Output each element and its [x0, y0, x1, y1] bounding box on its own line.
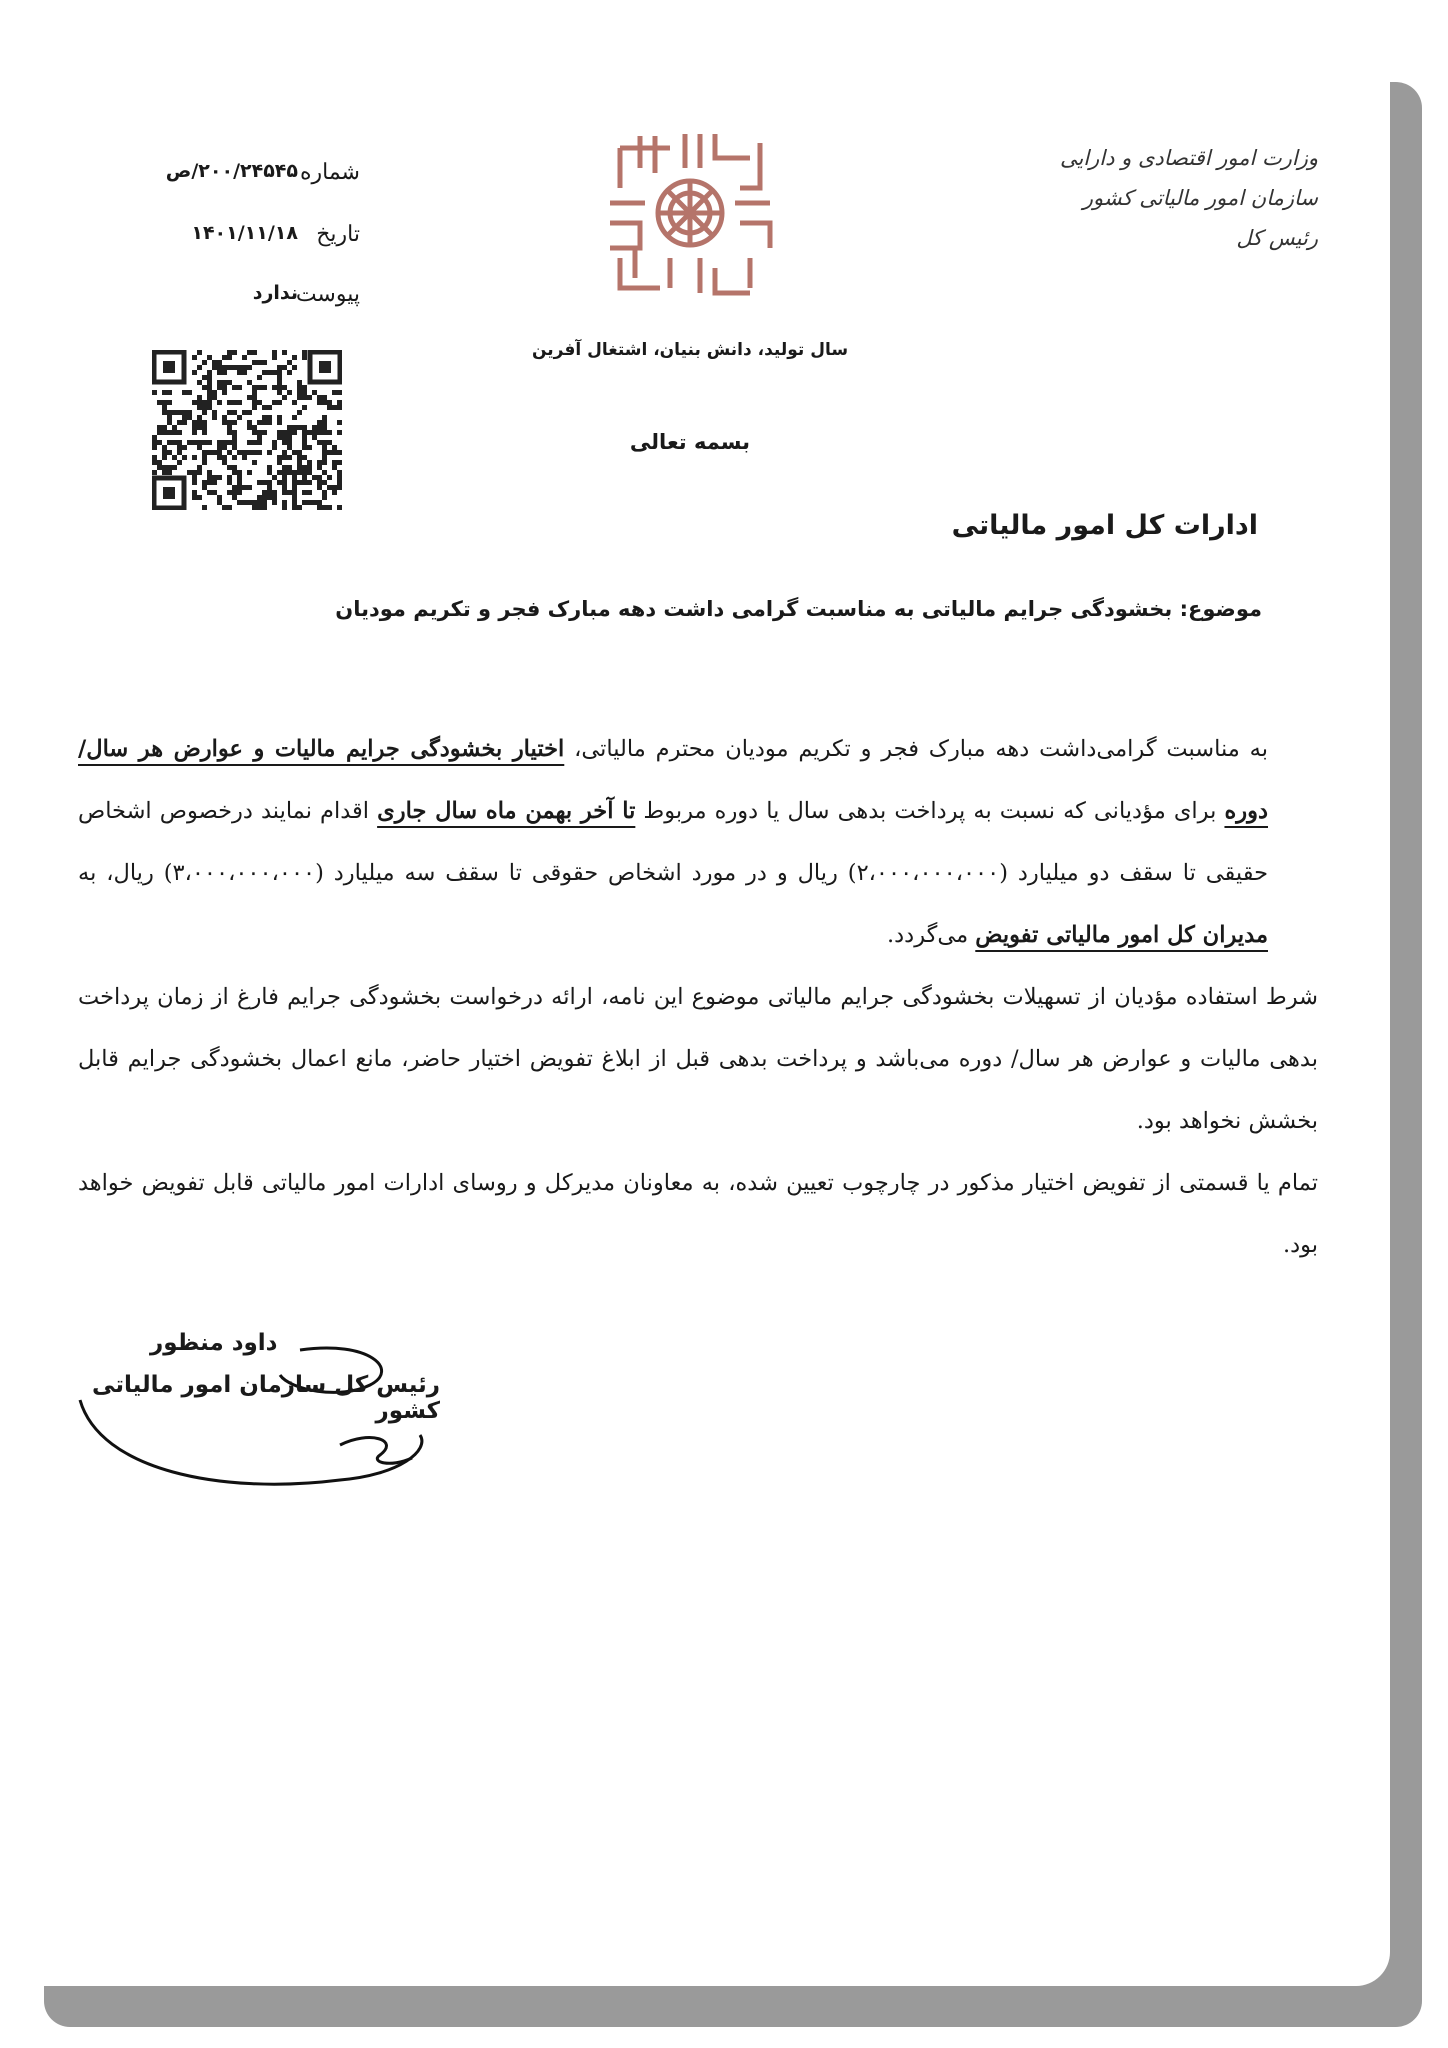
org-line-2: سازمان امور مالیاتی کشور: [1082, 186, 1318, 210]
date-label: تاریخ: [316, 222, 360, 247]
bismillah: بسمه تعالی: [629, 430, 751, 454]
qr-code: [152, 350, 342, 510]
p1-underlined-2: تا آخر بهمن ماه سال جاری: [377, 798, 636, 824]
p1-text-b: برای مؤدیانی که نسبت به پرداخت بدهی سال یا دوره مربوط: [635, 798, 1225, 824]
org-line-1: وزارت امور اقتصادی و دارایی: [1059, 146, 1318, 170]
recipient: ادارات کل امور مالیاتی: [951, 510, 1258, 541]
date-value: ۱۴۰۱/۱۱/۱۸: [191, 222, 298, 244]
subject-line: موضوع: بخشودگی جرایم مالیاتی به مناسبت گرامی داشت دهه مبارک فجر و تکریم مودیان: [335, 597, 1262, 621]
p1-text-d: می‌گردد.: [887, 922, 976, 948]
p1-underlined-3: مدیران کل امور مالیاتی تفویض: [975, 922, 1268, 948]
paragraph-2: شرط استفاده مؤدیان از تسهیلات بخشودگی جرایم مالیاتی موضوع این نامه، ارائه درخواست بخشودگی جرایم فارغ از زمان پرداخت بدهی مالیات و عوارض هر سال/ دوره می‌باشد و پرداخت بدهی قبل از ابلاغ تفویض اختیار حاضر، مانع اعمال بخشودگی جرایم قابل بخشش نخواهد بود.: [78, 984, 1318, 1134]
paragraph-3: تمام یا قسمتی از تفویض اختیار مذکور در چارچوب تعیین شده، به معاونان مدیرکل و روسای ادارات امور مالیاتی قابل تفویض خواهد بود.: [78, 1170, 1318, 1258]
p1-underlined-1: اختیار بخشودگی جرایم مالیات و عوارض هر سال/ دوره: [78, 736, 1268, 824]
signatory-title: رئیس کل سازمان امور مالیاتی کشور: [92, 1372, 440, 1424]
p1-text-c: اقدام نمایند درخصوص اشخاص حقیقی تا سقف دو میلیارد (۲،۰۰۰،۰۰۰،۰۰۰) ریال و در مورد اشخاص حقوقی تا سقف سه میلیارد (۳،۰۰۰،۰۰۰،۰۰۰) ریال، به: [78, 798, 1268, 886]
org-line-3: رئیس کل: [1236, 226, 1318, 250]
emblem-logo: [600, 128, 780, 296]
attachment-value: ندارد: [252, 282, 298, 304]
number-value: ۲۰۰/۲۴۵۴۵/ص: [165, 160, 298, 182]
attachment-label: پیوست: [295, 282, 360, 307]
paragraph-1: [78, 718, 1318, 966]
p1-text-a: به مناسبت گرامی‌داشت دهه مبارک فجر و تکریم مودیان محترم مالیاتی،: [564, 736, 1268, 762]
signatory-name: داود منظور: [150, 1330, 278, 1356]
org-header: [988, 138, 1318, 258]
slogan: سال تولید، دانش بنیان، اشتغال آفرین: [531, 340, 849, 360]
number-label: شماره: [299, 160, 360, 185]
letter-body: [78, 718, 1318, 1276]
